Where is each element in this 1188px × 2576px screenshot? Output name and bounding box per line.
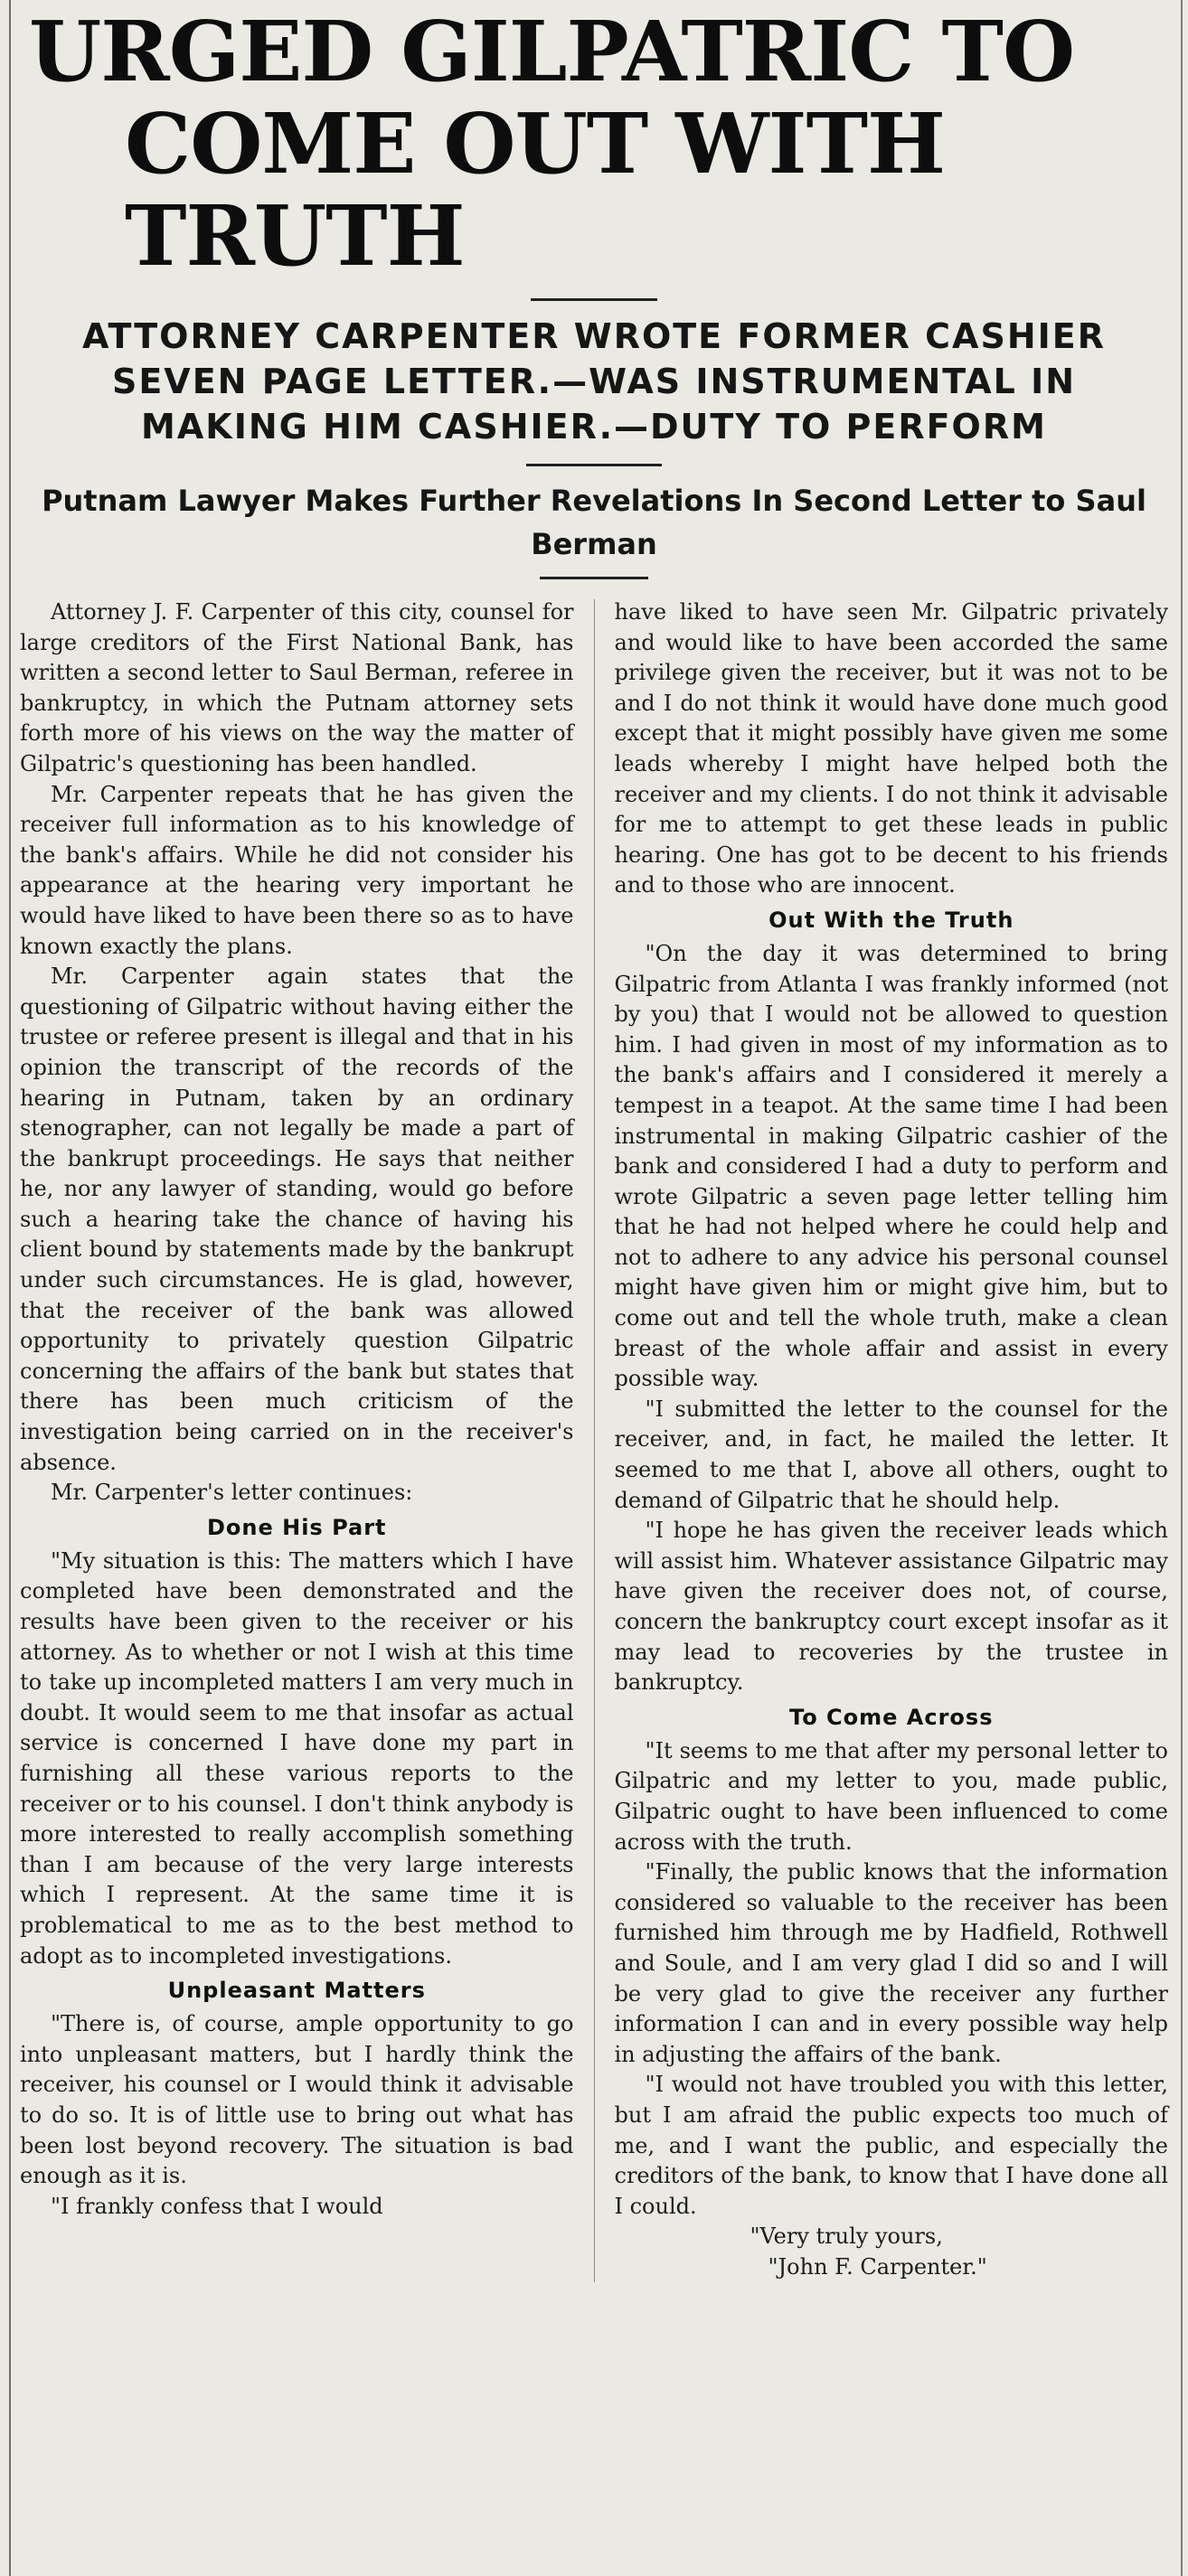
subheading: To Come Across — [789, 1704, 994, 1730]
right-column — [615, 597, 1169, 2282]
headline-line-1: URGED GILPATRIC TO — [29, 3, 1075, 100]
divider-rule — [531, 298, 657, 301]
paragraph: "On the day it was determined to bring Gilpatric from Atlanta I was frankly informed (not by you) that I would not be allowed to question him. I had given in most of my information as to the bank's affairs and I considered it merely a tempest in a teapot. At the same time I had been instrumental in making Gilpatric cashier of the bank and considered I had a duty to perform and wrote Gilpatric a seven page letter telling him that he had not helped where he could help and not to adhere to any advice his personal counsel might have given him or might give him, but to come out and tell the whole truth, make a clean breast of the whole affair and assist in every possible way. — [614, 940, 1168, 1392]
secondary-deck: Putnam Lawyer Makes Further Revelations In Second Letter to Saul Berman — [42, 484, 1146, 561]
left-column — [20, 597, 574, 2282]
primary-deck: ATTORNEY CARPENTER WROTE FORMER CASHIER SEVEN PAGE LETTER.—WAS INSTRUMENTAL IN MAKING HIM CASHIER.—DUTY TO PERFORM — [82, 316, 1106, 447]
paragraph: "I would not have troubled you with this letter, but I am afraid the public expects too much of me, and I want the public, and especially the creditors of the bank, to know that I have done all I could. — [614, 2072, 1168, 2219]
subheading: Out With the Truth — [768, 907, 1014, 933]
paragraph: Mr. Carpenter repeats that he has given the receiver full information as to his knowledge of the bank's affairs. While he did not consider his appearance at the hearing very important he would have liked to have been there so as to have known exactly the plans. — [20, 781, 574, 959]
paragraph: "My situation is this: The matters which I have completed have been demonstrated and the results have been given to the receiver or his attorney. As to whether or not I wish at this time to take up incompleted matters I am very much in doubt. It would seem to me that insofar as actual service is concerned I have done my part in furnishing all these various reports to the receiver or to his counsel. I don't think anybody is more interested to really accomplish something than I am because of the very large interests which I represent. At the same time it is problematical to me as to the best method to adopt as to incompleted investigations. — [20, 1547, 574, 1969]
paragraph: Mr. Carpenter's letter continues: — [51, 1480, 413, 1506]
paragraph: "I frankly confess that I would — [51, 2193, 383, 2219]
paragraph: Attorney J. F. Carpenter of this city, counsel for large creditors of the First National Bank, has written a second letter to Saul Berman, referee in bankruptcy, in which the Putnam attorney sets forth more of his views on the way the matter of Gilpatric's questioning has been handled. — [20, 599, 574, 776]
paragraph: Mr. Carpenter again states that the questioning of Gilpatric without having either the trustee or referee present is illegal and that in his opinion the transcript of the records of the hearing in Putnam, taken by an ordinary stenographer, can not legally be made a part of the bankrupt proceedings. He says that neither he, nor any lawyer of standing, would go before such a hearing take the chance of having his client bound by statements made by the bankrupt under such circumstances. He is glad, however, that the receiver of the bank was allowed opportunity to privately question Gilpatric concerning the affairs of the bank but states that there has been much criticism of the investigation being carried on in the receiver's absence. — [20, 964, 574, 1475]
paragraph: "I submitted the letter to the counsel for the receiver, and, in fact, he mailed the letter. It seemed to me that I, above all others, ought to demand of Gilpatric that he should help. — [614, 1396, 1168, 1513]
article-body — [16, 597, 1172, 2282]
paragraph: have liked to have seen Mr. Gilpatric privately and would like to have been accorded the same privilege given the receiver, but it was not to be and I do not think it would have done much good except that it might possibly have given me some leads whereby I might have helped both the receiver and my clients. I do not think it advisable for me to attempt to get these leads in public hearing. One has got to be decent to his friends and to those who are innocent. — [614, 599, 1168, 898]
subheading: Done His Part — [206, 1514, 387, 1540]
paragraph: "It seems to me that after my personal letter to Gilpatric and my letter to you, made public, Gilpatric ought to have been influenced to come across with the truth. — [614, 1737, 1168, 1855]
divider-rule — [540, 577, 648, 579]
headline-line-2: COME OUT WITH TRUTH — [125, 95, 945, 285]
letter-closing: "Very truly yours, — [750, 2223, 943, 2250]
headline — [16, 0, 1172, 285]
paragraph: "Finally, the public knows that the information considered so valuable to the receiver has been furnished him through me by Hadfield, Rothwell and Soule, and I am very glad I did so and I will be very glad to give the receiver any further information I can and in every possible way help in adjusting the affairs of the bank. — [614, 1859, 1168, 2067]
column-divider — [594, 599, 595, 2282]
paragraph: "There is, of course, ample opportunity to go into unpleasant matters, but I hardly think the receiver, his counsel or I would think it advisable to do so. It is of little use to bring out what has been lost beyond recovery. The situation is bad enough as it is. — [20, 2011, 574, 2189]
paragraph: "I hope he has given the receiver leads which will assist him. Whatever assistance Gilpatric may have given the receiver does not, of course, concern the bankruptcy court except insofar as it may lead to recoveries by the trustee in bankruptcy. — [614, 1518, 1168, 1696]
divider-rule — [526, 464, 662, 466]
letter-signature: "John F. Carpenter." — [768, 2253, 987, 2280]
subheading: Unpleasant Matters — [167, 1978, 426, 2004]
